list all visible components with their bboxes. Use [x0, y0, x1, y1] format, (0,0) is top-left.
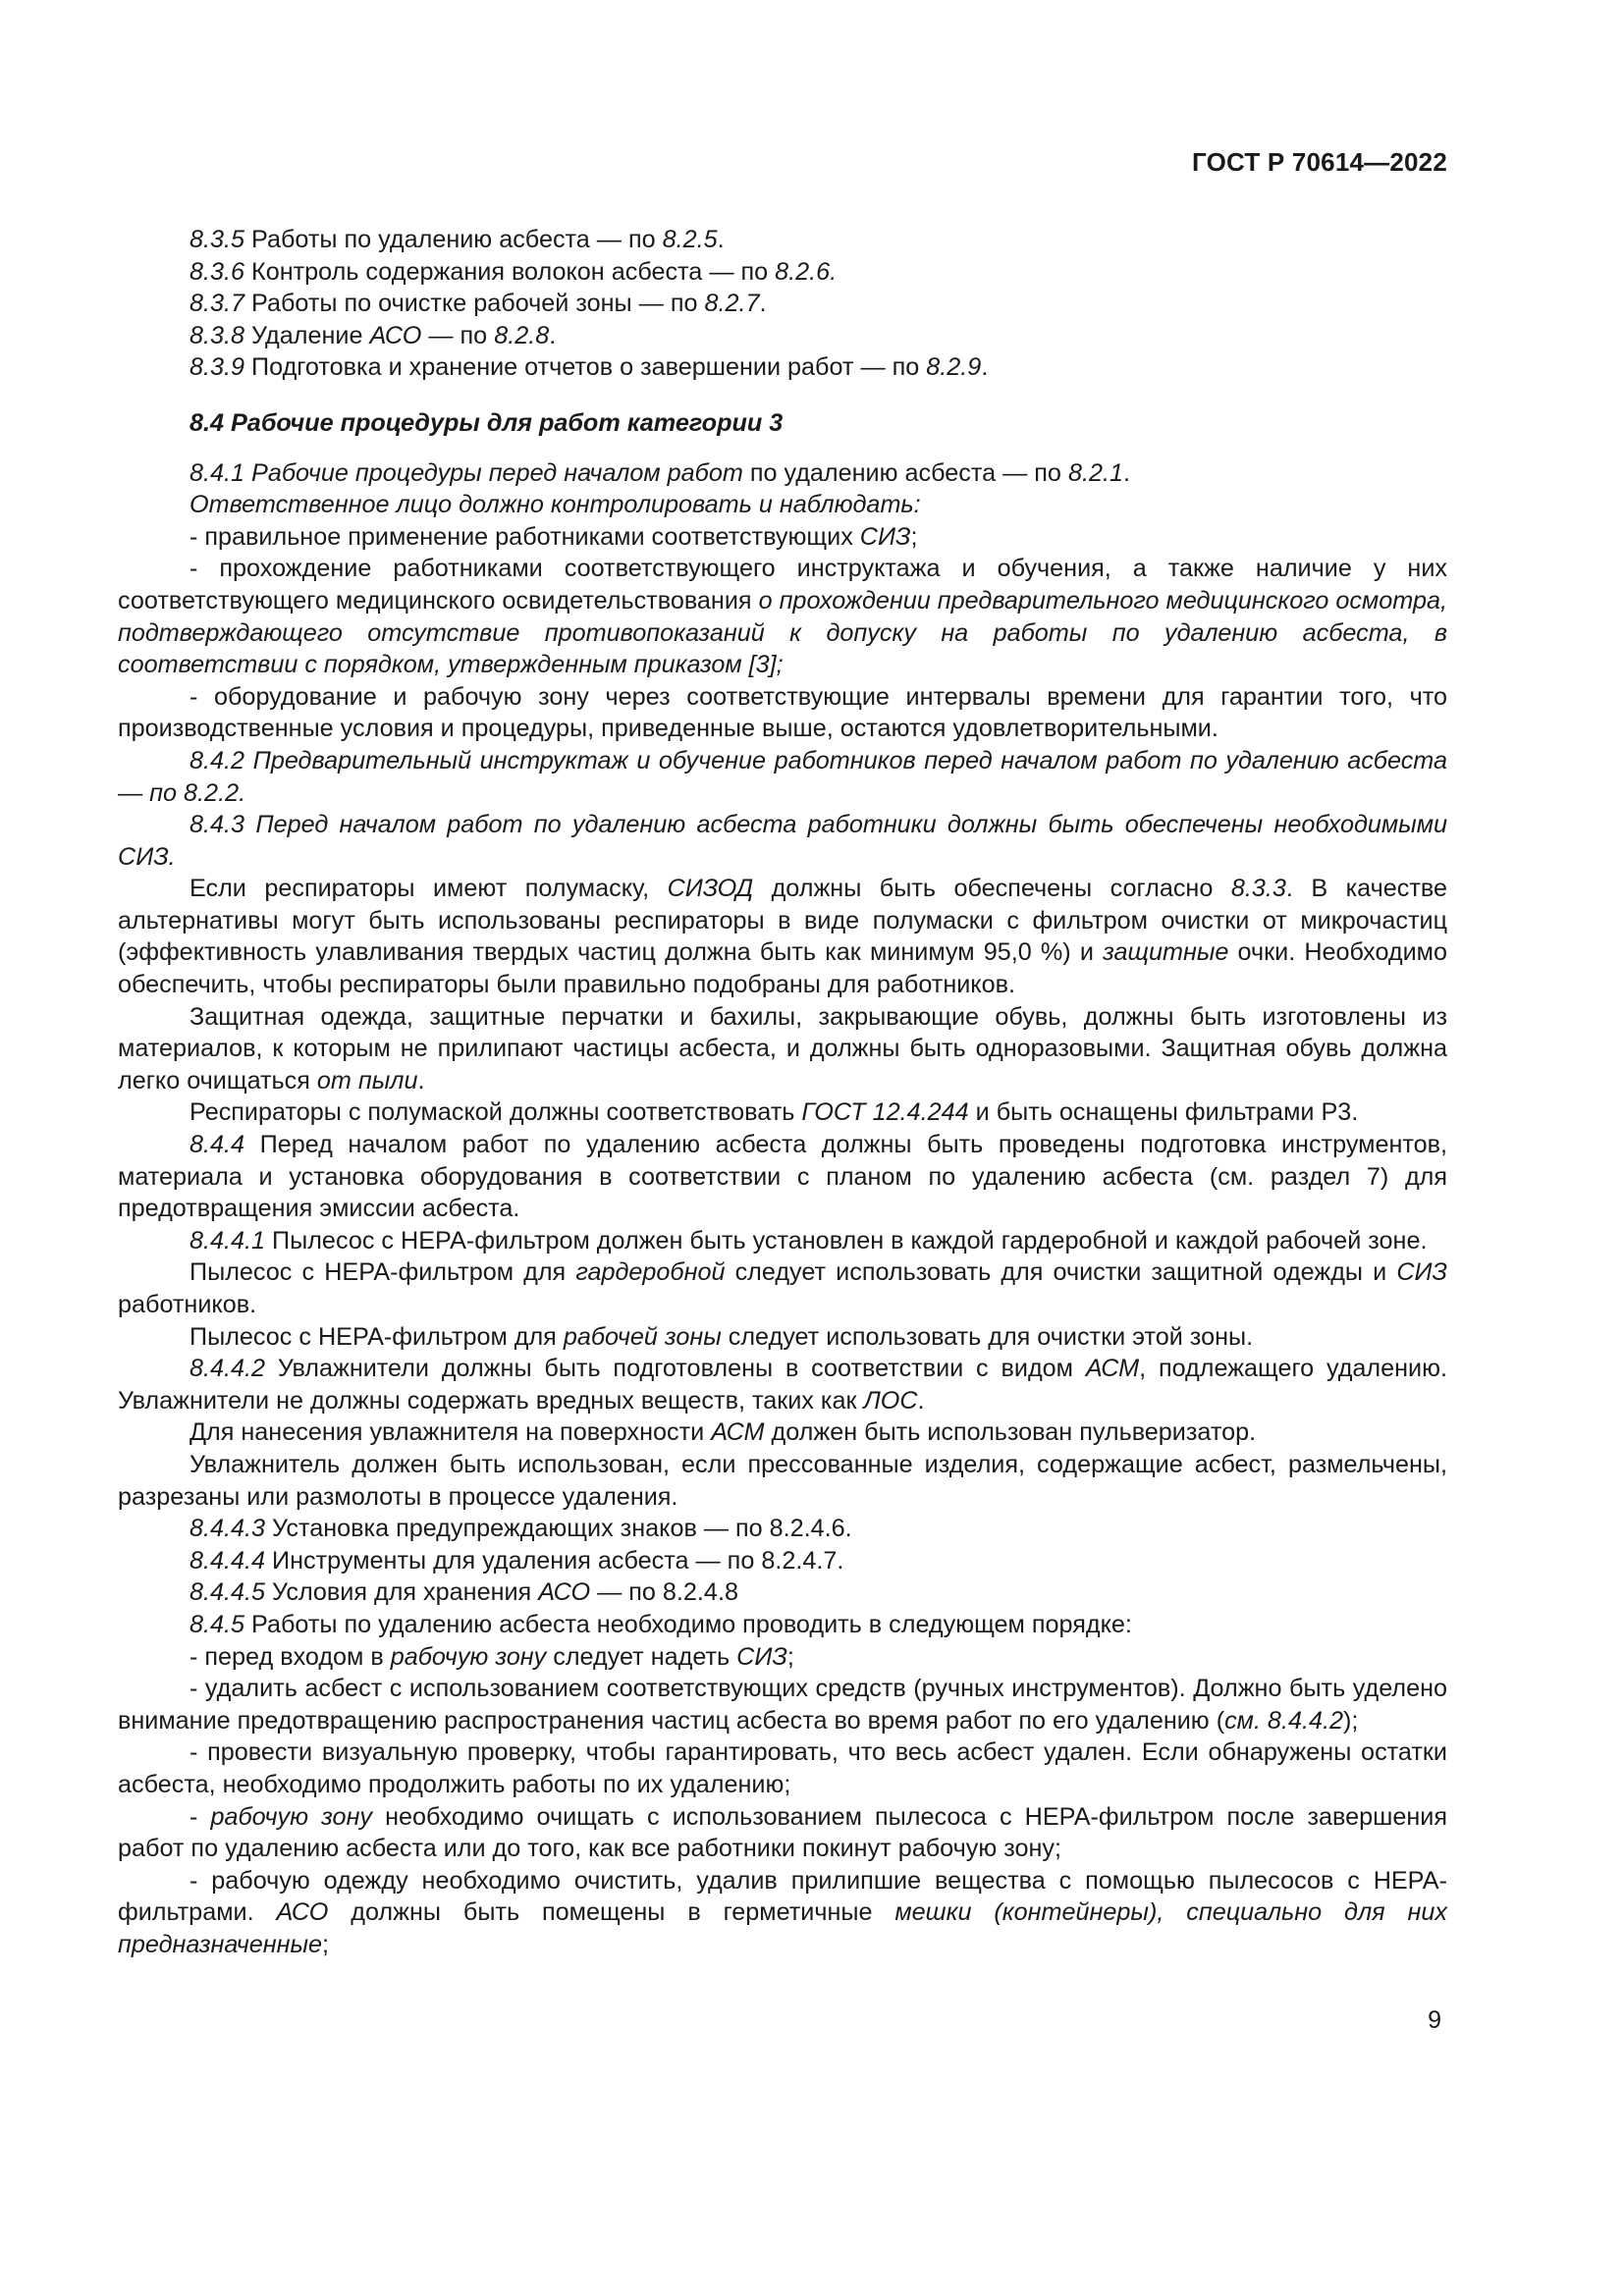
text-run: );: [1342, 1706, 1359, 1735]
text-run: АСО: [369, 321, 422, 349]
page-number: 9: [1428, 2006, 1441, 2034]
paragraph: [118, 809, 1447, 873]
text-run: Увлажнитель должен быть использован, если прессованные изделия, содержащие асбест, размельчены, разрезаны или размолоты в процессе удаления.: [118, 1450, 1447, 1511]
text-run: 8.4.5: [189, 1610, 245, 1638]
text-run: ГОСТ 12.4.244: [801, 1098, 969, 1127]
text-run: , подлежащего удалению. Увлажнители не должны содержать вредных веществ, таких как: [118, 1355, 1447, 1415]
text-run: необходимо очищать с использованием пылесоса с НЕРА-фильтром после завершения работ по удалению асбеста или до того, как все работники покинут рабочую зону;: [118, 1802, 1447, 1863]
text-run: и быть оснащены фильтрами Р3.: [968, 1098, 1359, 1127]
text-run: - оборудование и рабочую зону через соответствующие интервалы времени для гарантии того, что производственные условия и процедуры, приведенные выше, остаются удовлетворительными.: [118, 682, 1447, 743]
text-run: 8.2.9: [926, 353, 982, 382]
text-run: Инструменты для удаления асбеста — по 8.2.4.7.: [265, 1546, 844, 1575]
text-run: Работы по удалению асбеста необходимо проводить в следующем порядке:: [244, 1610, 1132, 1638]
text-run: должны быть помещены в герметичные: [328, 1898, 895, 1927]
text-run: СИЗ: [1396, 1258, 1447, 1287]
text-run: Ответственное лицо должно контролировать и наблюдать:: [189, 491, 921, 519]
text-run: 8.4.3 Перед началом работ по удалению асбеста работники должны быть обеспечены необходимыми СИЗ.: [118, 811, 1447, 871]
text-run: ;: [786, 1642, 794, 1671]
text-run: 8.3.5: [189, 226, 245, 253]
text-run: 8.2.6.: [775, 257, 838, 286]
paragraph: [118, 1641, 1447, 1674]
text-run: . В качестве альтернативы могут быть использованы респираторы в виде полумаски с фильтром очистки от микрочастиц (эффективность улавливания твердых частиц должна быть как минимум 95,0 %) и: [118, 875, 1447, 967]
text-run: Если респираторы имеют полумаску,: [189, 875, 668, 903]
paragraph: [118, 1129, 1447, 1225]
paragraph: [118, 1353, 1447, 1416]
text-run: Работы по удалению асбеста — по: [244, 226, 663, 253]
text-run: Подготовка и хранение отчетов о завершении работ — по: [244, 353, 927, 382]
text-run: следует использовать для очистки этой зоны.: [721, 1322, 1254, 1351]
text-run: Условия для хранения: [265, 1578, 539, 1607]
text-run: Установка предупреждающих знаков — по 8.2.4.6.: [265, 1515, 852, 1543]
text-run: АСМ: [1085, 1355, 1140, 1383]
text-run: АСМ: [711, 1418, 765, 1447]
text-run: гардеробной: [575, 1258, 726, 1287]
document-body: [118, 224, 1447, 1960]
text-run: .: [1122, 458, 1130, 487]
text-run: 8.4.4.5: [189, 1578, 266, 1607]
text-run: Для нанесения увлажнителя на поверхности: [189, 1418, 712, 1447]
text-run: 8.3.3: [1230, 875, 1286, 903]
text-run: должны быть обеспечены согласно: [753, 875, 1231, 903]
paragraph: [118, 1001, 1447, 1097]
text-run: 8.3.9: [189, 353, 245, 382]
text-run: рабочей зоны: [563, 1322, 722, 1351]
text-run: - правильное применение работниками соответствующих: [189, 522, 860, 551]
text-run: 8.4 Рабочие процедуры для работ категории 3: [189, 408, 784, 437]
text-run: 8.4.4.1: [189, 1226, 266, 1255]
text-run: СИЗ: [859, 522, 911, 551]
text-run: рабочую зону: [210, 1802, 373, 1831]
text-run: - провести визуальную проверку, чтобы гарантировать, что весь асбест удален. Если обнаружены остатки асбеста, необходимо продолжить работы по их удалению;: [118, 1738, 1447, 1798]
text-run: - перед входом в: [189, 1642, 391, 1671]
paragraph: [118, 553, 1447, 680]
text-run: Перед началом работ по удалению асбеста должны быть проведены подготовка инструментов, материала и установка оборудования в соответствии с планом по удалению асбеста (см. раздел 7) для предотвращения эмиссии асбеста.: [118, 1131, 1447, 1223]
text-run: о прохождении предварительного медицинского осмотра, подтверждающего отсутствие противопоказаний к допуску на работы по удалению асбеста, в соответствии с порядком, утвержденным приказом [3];: [118, 586, 1447, 679]
text-run: 8.3.7: [189, 290, 245, 318]
text-run: 8.4.4.3: [189, 1515, 266, 1543]
text-run: АСО: [538, 1578, 591, 1607]
text-run: следует надеть: [546, 1642, 737, 1671]
text-run: .: [717, 226, 725, 253]
paragraph: [118, 1513, 1447, 1545]
text-run: 8.3.6: [189, 257, 245, 286]
text-run: 8.4.4: [189, 1131, 245, 1159]
paragraph: [118, 745, 1447, 809]
text-run: - прохождение работниками соответствующего инструктажа и обучения, а также наличие у них соответствующего медицинского освидетельствования: [118, 555, 1447, 614]
text-run: 8.4.1 Рабочие процедуры перед началом работ: [189, 458, 743, 487]
text-run: Удаление: [244, 321, 370, 349]
text-run: 8.4.2 Предварительный инструктаж и обучение работников перед началом работ по удалению асбеста — по 8.2.2.: [118, 746, 1447, 807]
text-run: .: [917, 1386, 925, 1415]
paragraph: [118, 1256, 1447, 1320]
paragraph: [118, 1321, 1447, 1354]
paragraph: [118, 521, 1447, 554]
text-run: -: [189, 1802, 211, 1831]
paragraph: [118, 1416, 1447, 1449]
text-run: Пылесос с НЕРА-фильтром для: [189, 1258, 576, 1287]
text-run: от пыли: [316, 1066, 418, 1095]
section-heading: [118, 407, 1447, 440]
text-run: .: [549, 321, 557, 349]
paragraph: [118, 351, 1447, 384]
text-run: - рабочую одежду необходимо очистить, удалив прилипшие вещества с помощью пылесосов с НЕРА-фильтрами.: [118, 1866, 1447, 1927]
paragraph: [118, 1673, 1447, 1736]
text-run: Защитная одежда, защитные перчатки и бахилы, закрывающие обувь, должны быть изготовлены из материалов, к которым не прилипают частицы асбеста, и должны быть одноразовыми. Защитная обувь должна легко очищаться: [118, 1002, 1447, 1095]
text-run: СИЗ: [736, 1642, 787, 1671]
text-run: АСО: [276, 1898, 329, 1927]
text-run: — по: [421, 321, 495, 349]
paragraph: [118, 224, 1447, 256]
text-run: СИЗОД: [667, 875, 754, 903]
paragraph: [118, 1609, 1447, 1641]
text-run: .: [417, 1066, 425, 1095]
text-run: Респираторы с полумаской должны соответствовать: [189, 1098, 802, 1127]
text-run: ;: [910, 522, 918, 551]
text-run: Работы по очистке рабочей зоны — по: [244, 290, 705, 318]
text-run: 8.4.4.4: [189, 1546, 266, 1575]
paragraph: [118, 288, 1447, 320]
text-run: см. 8.4.4.2: [1224, 1706, 1343, 1735]
text-run: .: [759, 290, 767, 318]
text-run: 8.2.8: [494, 321, 550, 349]
text-run: 8.2.5: [662, 226, 718, 253]
text-run: ЛОС: [863, 1386, 918, 1415]
text-run: следует использовать для очистки защитной одежды и: [725, 1258, 1397, 1287]
text-run: защитные: [1103, 938, 1229, 967]
paragraph: [118, 1449, 1447, 1513]
paragraph: [118, 1096, 1447, 1129]
paragraph: [118, 489, 1447, 521]
text-run: — по 8.2.4.8: [590, 1578, 738, 1607]
paragraph: [118, 1545, 1447, 1577]
text-run: Контроль содержания волокон асбеста — по: [244, 257, 776, 286]
text-run: по удалению асбеста — по: [742, 458, 1068, 487]
text-run: - удалить асбест с использованием соответствующих средств (ручных инструментов). Должно быть уделено внимание предотвращению распространения частиц асбеста во время работ по его удалению (: [118, 1675, 1447, 1735]
text-run: Пылесос с НЕРА-фильтром должен быть установлен в каждой гардеробной и каждой рабочей зоне.: [265, 1226, 1428, 1255]
text-run: ;: [322, 1930, 330, 1958]
paragraph: [118, 457, 1447, 490]
paragraph: [118, 320, 1447, 352]
text-run: должен быть использован пульверизатор.: [764, 1418, 1257, 1447]
text-run: Увлажнители должны быть подготовлены в соответствии с видом: [265, 1355, 1086, 1383]
paragraph: [118, 1736, 1447, 1800]
paragraph: [118, 1801, 1447, 1865]
text-run: очки. Необходимо обеспечить, чтобы респираторы были правильно подобраны для работников.: [118, 938, 1448, 999]
text-run: Пылесос с НЕРА-фильтром для: [189, 1322, 564, 1351]
text-run: 8.4.4.2: [189, 1355, 266, 1383]
document-code: ГОСТ Р 70614—2022: [1192, 147, 1447, 177]
paragraph: [118, 1225, 1447, 1257]
text-run: работников.: [118, 1291, 257, 1318]
text-run: 8.3.8: [189, 321, 245, 349]
text-run: 8.2.7: [704, 290, 760, 318]
text-run: 8.2.1: [1067, 458, 1123, 487]
text-run: мешки (контейнеры), специально для них предназначенные: [118, 1898, 1448, 1958]
text-run: .: [981, 353, 989, 382]
text-run: рабочую зону: [390, 1642, 547, 1671]
paragraph: [118, 873, 1447, 1000]
paragraph: [118, 256, 1447, 289]
paragraph: [118, 1865, 1447, 1961]
paragraph: [118, 681, 1447, 745]
paragraph: [118, 1576, 1447, 1609]
